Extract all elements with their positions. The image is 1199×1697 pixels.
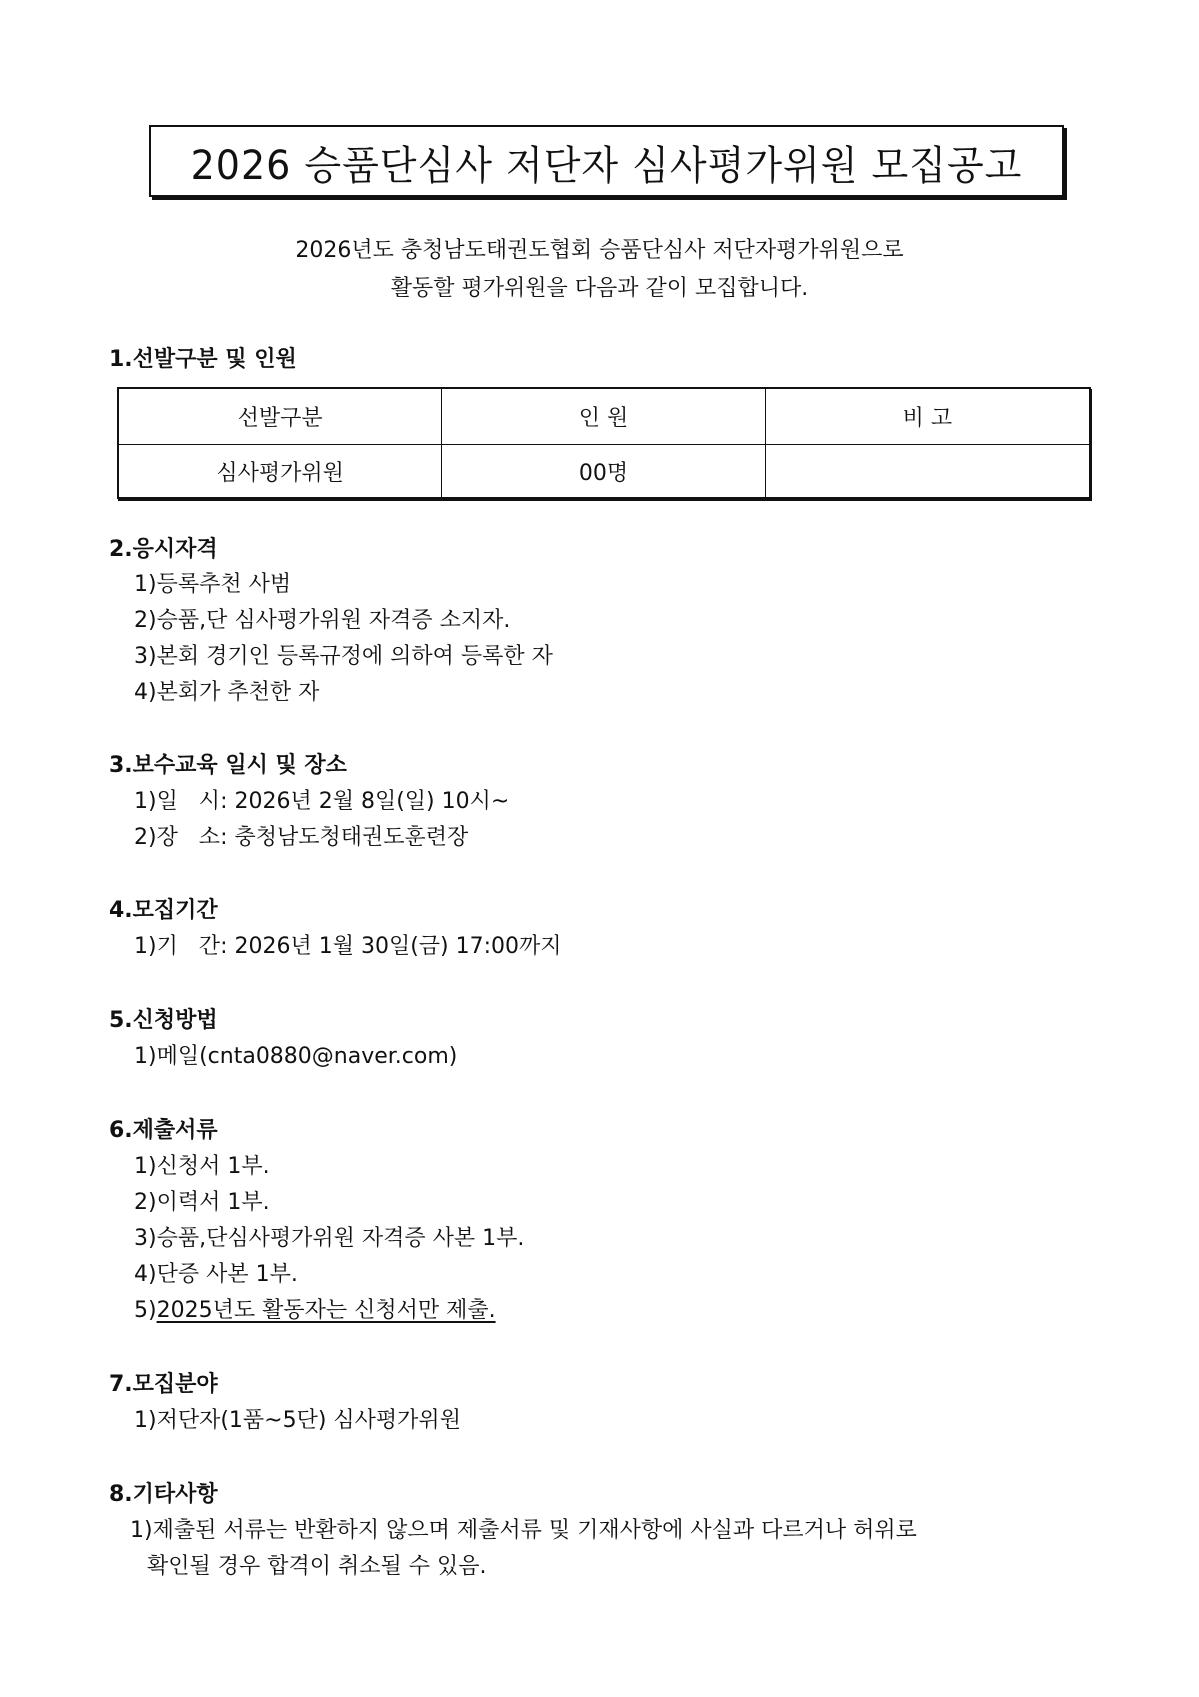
list-item: 1)등록추천 사범 (134, 572, 292, 597)
list-item: 1)일 시: 2026년 2월 8일(일) 10시~ (134, 789, 510, 814)
list-item-prefix: 5) (134, 1298, 157, 1323)
section-heading-qualification: 2.응시자격 (109, 537, 218, 562)
table-cell-category: 심사평가위원 (118, 445, 442, 499)
list-item: 1)메일(cnta0880@naver.com) (134, 1044, 458, 1069)
list-item: 2)승품,단 심사평가위원 자격증 소지자. (134, 608, 511, 633)
table-cell-count: 00명 (442, 445, 766, 499)
table-header-row (118, 388, 1090, 445)
table-header-category: 선발구분 (118, 388, 442, 445)
list-item: 3)본회 경기인 등록규정에 의하여 등록한 자 (134, 644, 553, 669)
intro-paragraph (0, 232, 1199, 308)
list-item: 1)제출된 서류는 반환하지 않으며 제출서류 및 기재사항에 사실과 다르거나 허위로 (130, 1518, 917, 1543)
list-item: 2)장 소: 충청남도청태권도훈련장 (134, 825, 469, 850)
title-box (149, 125, 1064, 197)
section-heading-education: 3.보수교육 일시 및 장소 (109, 753, 347, 778)
list-item-continuation: 확인될 경우 합격이 취소될 수 있음. (147, 1554, 487, 1579)
list-item: 1)신청서 1부. (134, 1154, 270, 1179)
selection-table (117, 387, 1091, 499)
list-item: 3)승품,단심사평가위원 자격증 사본 1부. (134, 1226, 525, 1251)
section-heading-field: 7.모집분야 (109, 1372, 218, 1397)
table-row (118, 445, 1090, 499)
section-heading-application-method: 5.신청방법 (109, 1008, 218, 1033)
underlined-note: 2025년도 활동자는 신청서만 제출. (156, 1298, 496, 1323)
document-title: 2026 승품단심사 저단자 심사평가위원 모집공고 (190, 141, 1023, 188)
list-item: 1)저단자(1품~5단) 심사평가위원 (134, 1408, 461, 1433)
section-heading-other: 8.기타사항 (109, 1482, 218, 1507)
table-cell-note (765, 445, 1090, 499)
intro-line-1: 2026년도 충청남도태권도협회 승품단심사 저단자평가위원으로 (295, 238, 904, 263)
list-item: 4)본회가 추천한 자 (134, 680, 320, 705)
list-item (134, 1293, 496, 1324)
table-header-note: 비 고 (765, 388, 1090, 445)
list-item: 2)이력서 1부. (134, 1190, 270, 1215)
list-item: 4)단증 사본 1부. (134, 1262, 298, 1287)
list-item: 1)기 간: 2026년 1월 30일(금) 17:00까지 (134, 934, 562, 959)
section-heading-period: 4.모집기간 (109, 898, 218, 923)
section-heading-documents: 6.제출서류 (109, 1118, 218, 1143)
intro-line-2: 활동할 평가위원을 다음과 같이 모집합니다. (390, 276, 809, 301)
section-heading-selection: 1.선발구분 및 인원 (109, 347, 297, 372)
table-header-count: 인 원 (442, 388, 766, 445)
